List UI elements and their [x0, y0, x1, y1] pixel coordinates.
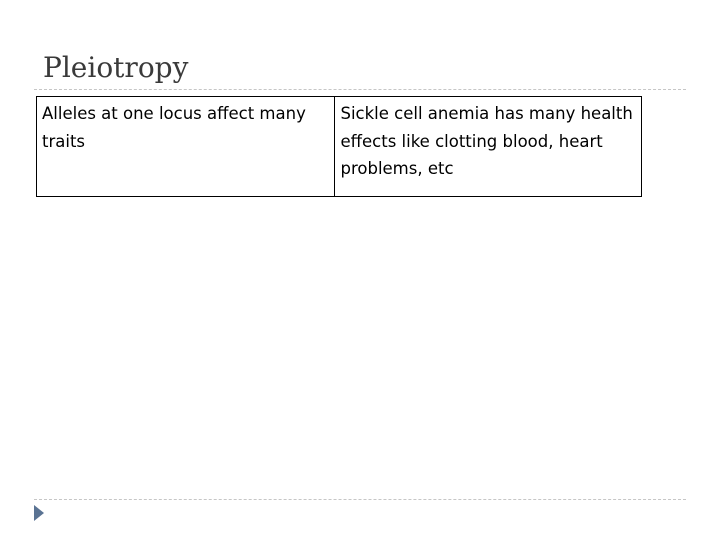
content-table: [36, 96, 642, 197]
definition-cell: Alleles at one locus affect many traits: [37, 97, 335, 197]
example-cell: Sickle cell anemia has many health effects like clotting blood, heart problems, etc: [335, 97, 642, 197]
triangle-right-icon: [34, 505, 44, 521]
slide-title: Pleiotropy: [43, 51, 189, 84]
title-divider: [34, 89, 686, 90]
footer-divider: [34, 499, 686, 500]
table-row: [37, 97, 642, 197]
